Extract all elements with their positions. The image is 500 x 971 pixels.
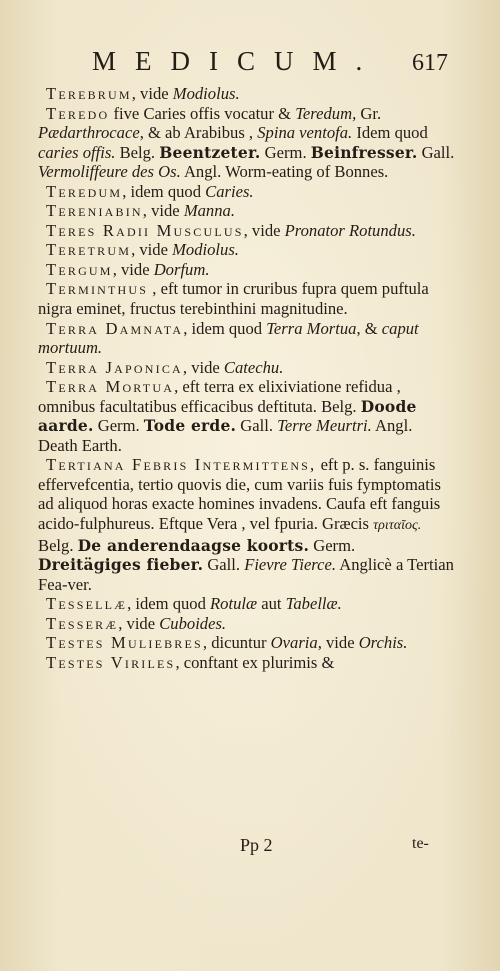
entry-text: , idem quod: [183, 318, 267, 338]
italic-term: Modiolus.: [172, 240, 239, 260]
entry-text: Idem quod: [352, 123, 428, 143]
entry-text: , eft tumor in cruribus fupra quem puftula nigra eminet, fructus terebinthini magnitudine.: [38, 279, 429, 319]
blackletter-term: Doode aarde.: [38, 396, 417, 436]
entry-text: , idem quod: [127, 594, 211, 614]
entry-text: , eft terra ex elixiviatione refidua , omnibus facultatibus efficacibus deftituta. Belg.: [38, 377, 401, 416]
headword: Tertiana Febris Intermittens,: [46, 455, 317, 475]
italic-term: Catechu.: [223, 357, 284, 377]
headword: Terminthus: [46, 279, 149, 299]
headword: Terra Japonica: [46, 357, 183, 377]
entry-text: , & ab Arabibus ,: [139, 123, 258, 143]
italic-term: Modiolus.: [172, 84, 240, 103]
dictionary-entry: [38, 84, 456, 104]
headword: Testes Muliebres: [46, 633, 203, 653]
italic-term: Spina ventofa.: [257, 123, 353, 143]
headword: Teretrum: [46, 240, 132, 260]
entry-text: , vide: [182, 357, 224, 377]
headword: Tereniabin: [46, 201, 143, 221]
blackletter-term: Dreitägiges fieber.: [38, 555, 204, 575]
headword: Tesseræ: [46, 613, 119, 633]
italic-term: Orchis.: [358, 633, 408, 653]
signature-mark: Pp 2: [240, 835, 273, 855]
entry-text: Angl. Worm-eating of Bonnes.: [180, 162, 389, 182]
entry-text: Belg.: [115, 142, 160, 162]
entry-text: Germ.: [93, 416, 144, 436]
entry-text: Gall.: [236, 416, 278, 436]
dictionary-entry: [38, 240, 456, 260]
dictionary-entry: [38, 182, 456, 202]
page-header: [0, 46, 500, 80]
headword: Teres Radii Musculus: [46, 220, 244, 240]
blackletter-term: De anderendaagse koorts.: [77, 535, 310, 555]
dictionary-entry: [38, 358, 456, 378]
entry-text: , idem quod: [122, 181, 206, 201]
dictionary-entry: [38, 221, 456, 241]
page-footer: [0, 835, 500, 861]
dictionary-entry: [38, 104, 456, 182]
dictionary-entry: [38, 594, 456, 614]
blackletter-term: Beentzeter.: [159, 142, 261, 162]
entry-text: , vide: [131, 84, 173, 103]
entry-text: , vide: [112, 259, 154, 279]
dictionary-entry: [38, 377, 456, 455]
entry-text: Belg.: [38, 535, 78, 555]
entry-text: , dicuntur: [202, 633, 271, 653]
entry-text: , vide: [317, 633, 359, 653]
entry-text: five Caries offis vocatur &: [109, 103, 296, 123]
entry-text: Germ.: [260, 142, 311, 162]
catchword: te-: [412, 835, 429, 852]
dictionary-entry: [38, 653, 456, 673]
headword: Testes Viriles: [46, 652, 176, 672]
dictionary-entry: [38, 260, 456, 280]
entry-text: , vide: [243, 220, 285, 240]
running-head: MEDICUM.: [92, 46, 382, 76]
blackletter-term: Tode erde.: [143, 416, 237, 436]
entry-text: , vide: [118, 613, 160, 633]
italic-term: Dorfum.: [153, 259, 210, 279]
headword: Terra Mortua: [46, 377, 175, 397]
entry-text: , vide: [142, 201, 184, 221]
dictionary-entry: [38, 633, 456, 653]
entry-text: aut: [257, 594, 286, 614]
headword: Teredum: [46, 181, 123, 201]
italic-term: Pædarthrocace: [38, 123, 140, 143]
italic-term: Caries.: [205, 181, 254, 201]
italic-term: caries offis.: [38, 142, 116, 162]
italic-term: Manna.: [183, 201, 235, 221]
greek-term: τριταῖος.: [373, 518, 422, 534]
entry-text: Gall.: [203, 555, 245, 575]
italic-term: Rotulæ: [210, 594, 258, 614]
dictionary-entry: [38, 279, 456, 318]
headword: Tergum: [46, 259, 113, 279]
italic-term: Cuboides.: [159, 613, 227, 633]
blackletter-term: Beinfresser.: [310, 142, 418, 162]
entry-text: eft p. s. fanguinis effervefcentia, tertio quovis die, cum variis fuis fymptomatis ad aliquod horas exacte homines invadens. Caufa eft fanguis acido-fulphureus. Eftque Vera , vel fpuria. Græcis: [38, 455, 441, 534]
entry-text: , conftant ex plurimis &: [175, 652, 335, 672]
headword: Terra Damnata: [46, 318, 184, 338]
dictionary-entry: [38, 319, 456, 358]
italic-term: Fievre Tierce.: [244, 555, 337, 575]
headword: Teredo: [46, 103, 110, 123]
dictionary-entries: [38, 84, 456, 672]
entry-text: , &: [356, 318, 382, 338]
italic-term: Ovaria: [270, 633, 318, 653]
entry-text: Gr.: [356, 103, 382, 123]
italic-term: Pronator Rotundus.: [284, 220, 416, 240]
italic-term: Tabellæ.: [285, 594, 342, 614]
headword: Tessellæ: [46, 594, 128, 614]
entry-text: Gall.: [417, 142, 455, 162]
italic-term: caput mortuum.: [38, 318, 419, 358]
italic-term: Terra Mortua: [266, 318, 357, 338]
italic-term: Vermoliffeure des Os.: [38, 162, 181, 182]
page-number: 617: [412, 50, 448, 76]
italic-term: Teredum,: [295, 103, 357, 123]
italic-term: Terre Meurtri.: [277, 416, 372, 436]
headword: Terebrum: [46, 84, 132, 103]
dictionary-entry: [38, 201, 456, 221]
entry-text: Angl. Death Earth.: [38, 416, 413, 455]
entry-text: , vide: [131, 240, 173, 260]
entry-text: Anglicè a Tertian Fea-ver.: [38, 555, 454, 594]
dictionary-entry: [38, 614, 456, 634]
dictionary-entry: [38, 455, 456, 594]
entry-text: Germ.: [309, 535, 356, 555]
